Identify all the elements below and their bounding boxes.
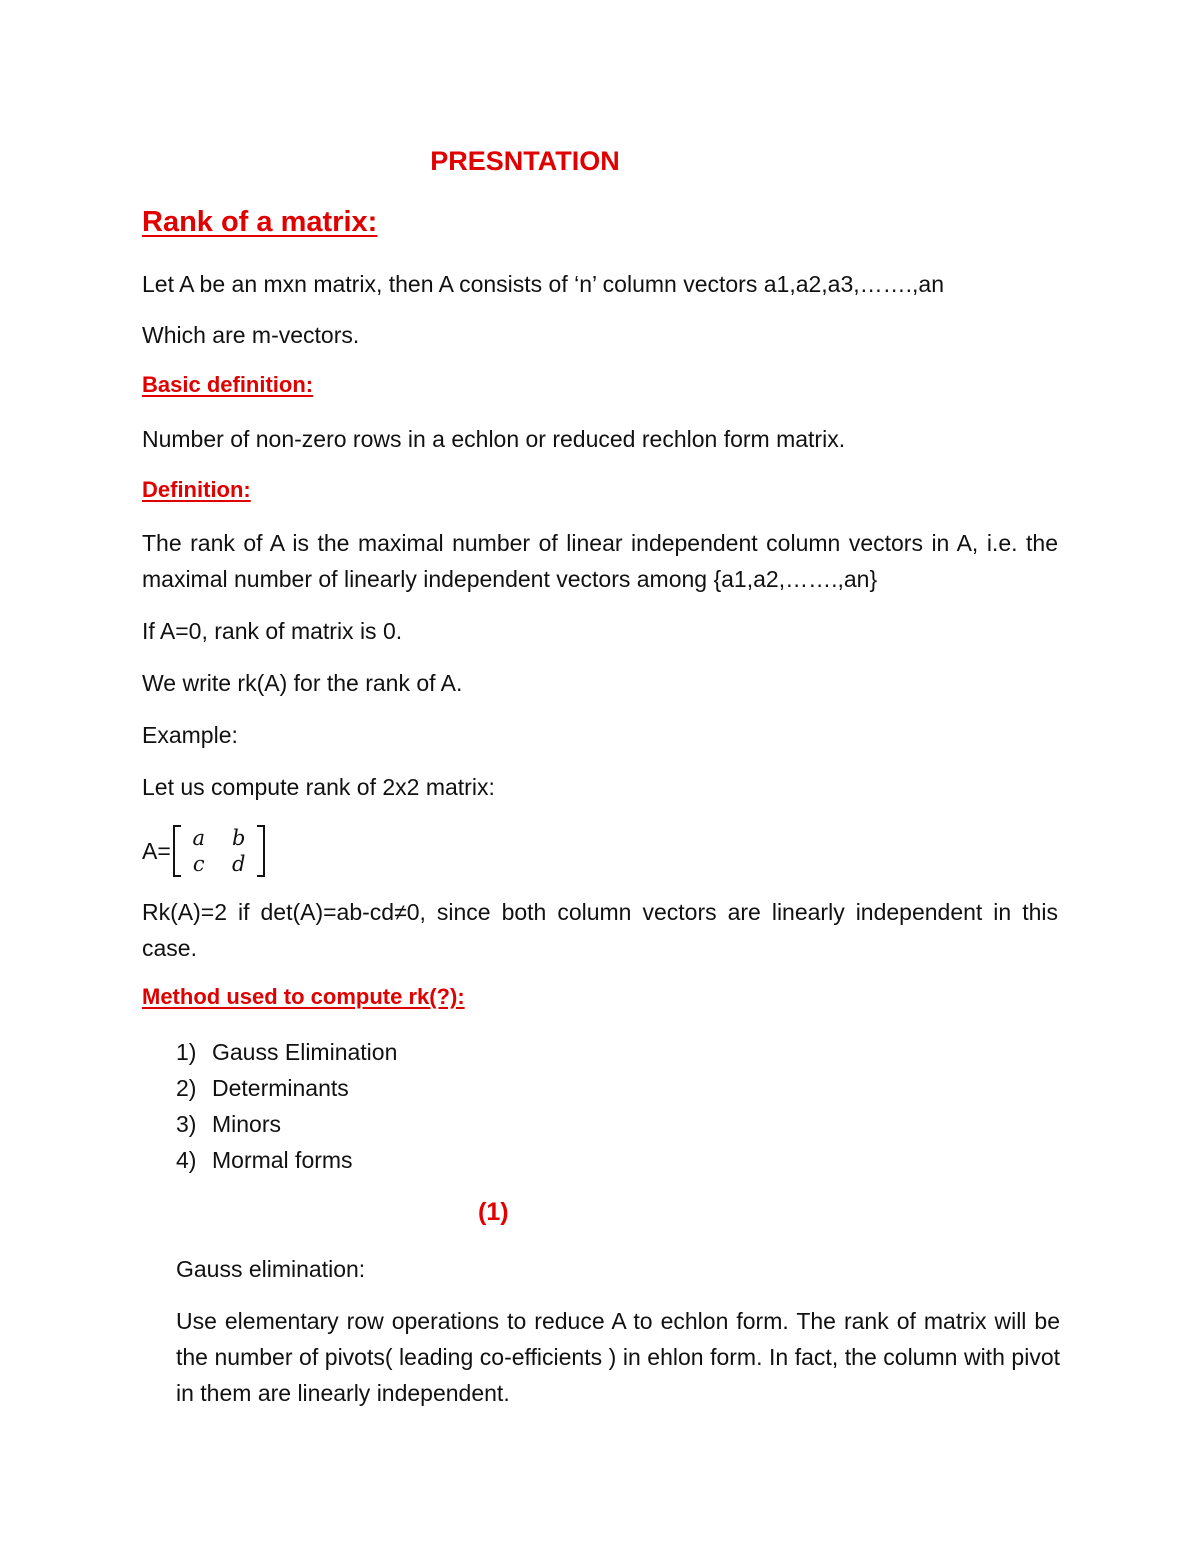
matrix-entry: d: [232, 852, 246, 876]
matrix-2x2: [173, 825, 265, 877]
example-intro: Let us compute rank of 2x2 matrix:: [142, 774, 495, 800]
notation-text: We write rk(A) for the rank of A.: [142, 670, 463, 696]
list-text: Determinants: [212, 1075, 349, 1101]
list-item: [176, 1034, 397, 1070]
matrix-entry: c: [192, 852, 205, 876]
matrix-equation: [142, 822, 265, 880]
list-text: Minors: [212, 1111, 282, 1137]
intro-line-1: Let A be an mxn matrix, then A consists of ‘n’ column vectors a1,a2,a3,…….,an: [142, 271, 945, 297]
list-text: Gauss Elimination: [212, 1039, 398, 1065]
example-label: Example:: [142, 722, 238, 748]
gauss-elimination-label: Gauss elimination:: [176, 1256, 366, 1282]
list-item: [176, 1106, 397, 1142]
example-conclusion: Rk(A)=2 if det(A)=ab-cd≠0, since both column vectors are linearly independent in this case.: [142, 899, 1058, 961]
document-title: PRESNTATION: [430, 146, 620, 176]
list-number: 1): [176, 1039, 197, 1065]
list-text: Mormal forms: [212, 1147, 353, 1173]
zero-case-text: If A=0, rank of matrix is 0.: [142, 618, 403, 644]
list-number: 4): [176, 1147, 197, 1173]
section-number: (1): [478, 1198, 509, 1226]
methods-heading: Method used to compute rk(?):: [142, 984, 465, 1009]
methods-list: [176, 1034, 397, 1178]
list-number: 2): [176, 1075, 197, 1101]
gauss-elimination-text: Use elementary row operations to reduce A to echlon form. The rank of matrix will be the number of pivots( leading co-efficients ) in ehlon form. In fact, the column with pivot in them are linearly independent.: [176, 1308, 1060, 1406]
matrix-entry: b: [232, 826, 246, 850]
basic-definition-text: Number of non-zero rows in a echlon or reduced rechlon form matrix.: [142, 426, 846, 452]
list-item: [176, 1070, 397, 1106]
matrix-prefix: A=: [142, 837, 171, 864]
matrix-entry: a: [192, 826, 206, 850]
section-heading-rank: Rank of a matrix:: [142, 206, 378, 238]
list-item: [176, 1142, 397, 1178]
definition-text: The rank of A is the maximal number of linear independent column vectors in A, i.e. the maximal number of linearly independent vectors among {a1,a2,…….,an}: [142, 530, 1058, 592]
basic-definition-heading: Basic definition:: [142, 372, 314, 397]
intro-line-2: Which are m-vectors.: [142, 322, 360, 348]
definition-heading: Definition:: [142, 477, 251, 502]
list-number: 3): [176, 1111, 197, 1137]
